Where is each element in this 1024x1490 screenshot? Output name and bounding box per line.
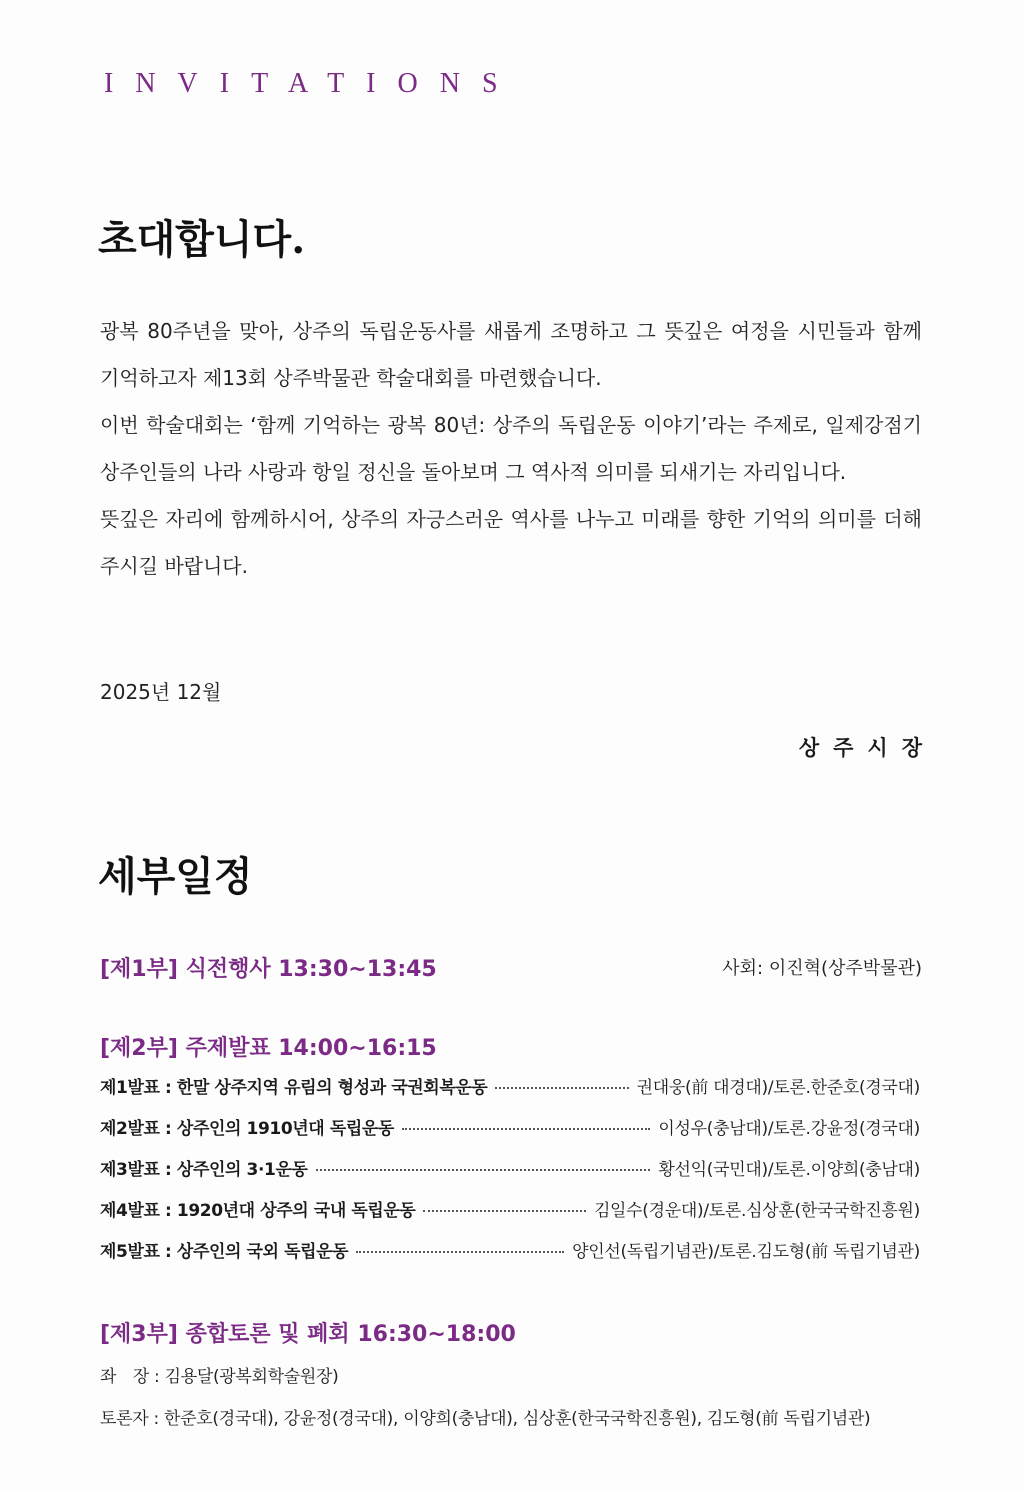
talk-speaker: 황선익(국민대)/토론.이양희(충남대): [658, 1160, 920, 1180]
discussion-panel: [100, 1362, 930, 1446]
panel-chair: 좌 장 : 김용달(광복회학술원장): [100, 1367, 339, 1387]
talk-row: [100, 1237, 920, 1278]
dot-leader: [402, 1128, 651, 1130]
talk-speaker: 권대웅(前 대경대)/토론.한준호(경국대): [636, 1078, 920, 1098]
part1-heading: [제1부] 식전행사 13:30~13:45: [100, 957, 437, 982]
talk-speaker: 양인선(독립기념관)/토론.김도형(前 독립기념관): [572, 1242, 920, 1262]
part3-heading: [제3부] 종합토론 및 폐회 16:30~18:00: [100, 1322, 516, 1347]
invite-paragraph-2: 이번 학술대회는 ‘함께 기억하는 광복 80년: 상주의 독립운동 이야기’라는 주제로, 일제강점기 상주인들의 나라 사랑과 항일 정신을 돌아보며 그 역사적 의미를 되새기는 자리입니다.: [100, 413, 922, 484]
talk-row: [100, 1155, 920, 1196]
talk-speaker: 김일수(경운대)/토론.심상훈(한국국학진흥원): [593, 1201, 920, 1221]
invite-body: [100, 308, 922, 590]
talk-title: 제5발표 : 상주인의 국외 독립운동: [100, 1242, 349, 1262]
dot-leader: [423, 1210, 585, 1212]
talk-title: 제3발표 : 상주인의 3·1운동: [100, 1160, 308, 1180]
talk-title: 제2발표 : 상주인의 1910년대 독립운동: [100, 1119, 394, 1139]
talk-row: [100, 1073, 920, 1114]
talk-speaker: 이성우(충남대)/토론.강윤정(경국대): [658, 1119, 920, 1139]
invite-paragraph-3: 뜻깊은 자리에 함께하시어, 상주의 자긍스러운 역사를 나누고 미래를 향한 기억의 의미를 더해주시길 바랍니다.: [100, 507, 922, 578]
talk-row: [100, 1196, 920, 1237]
talk-list: [100, 1073, 920, 1278]
part1-moderator: 사회: 이진혁(상주박물관): [722, 958, 922, 979]
part2-heading: [제2부] 주제발표 14:00~16:15: [100, 1036, 437, 1061]
schedule-title: 세부일정: [98, 853, 253, 900]
talk-row: [100, 1114, 920, 1155]
dot-leader: [495, 1087, 628, 1089]
invite-title: 초대합니다.: [98, 216, 306, 263]
talk-title: 제1발표 : 한말 상주지역 유림의 형성과 국권회복운동: [100, 1078, 488, 1098]
invite-signer: 상주시장: [798, 736, 936, 760]
invite-date: 2025년 12월: [100, 680, 222, 704]
talk-title: 제4발표 : 1920년대 상주의 국내 독립운동: [100, 1201, 416, 1221]
dot-leader: [316, 1169, 651, 1171]
invitations-label: INVITATIONS: [104, 68, 520, 99]
panel-discussants: 토론자 : 한준호(경국대), 강윤정(경국대), 이양희(충남대), 심상훈(한국국학진흥원), 김도형(前 독립기념관): [100, 1409, 871, 1429]
invite-paragraph-1: 광복 80주년을 맞아, 상주의 독립운동사를 새롭게 조명하고 그 뜻깊은 여정을 시민들과 함께 기억하고자 제13회 상주박물관 학술대회를 마련했습니다.: [100, 319, 922, 390]
dot-leader: [356, 1251, 564, 1253]
